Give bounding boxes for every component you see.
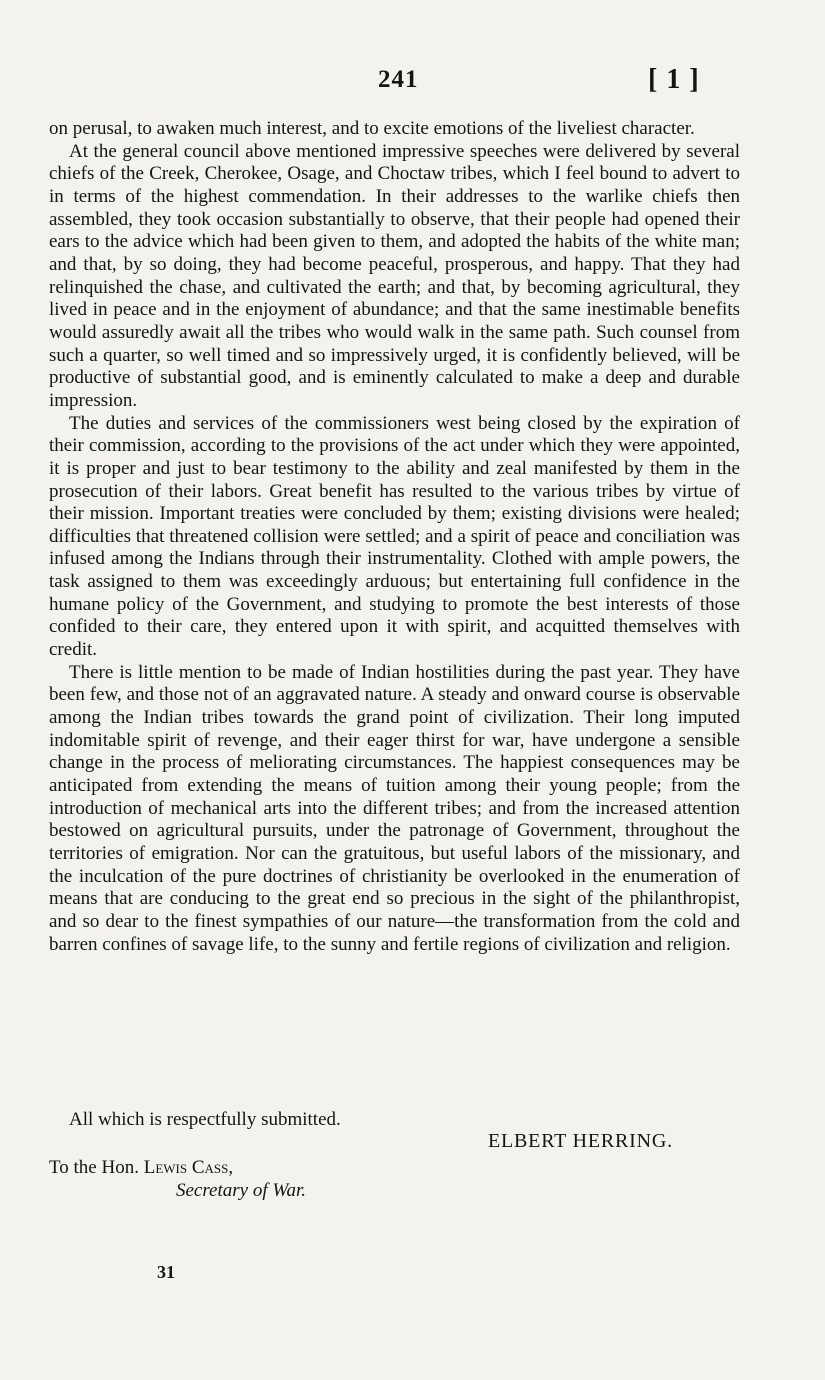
signature: ELBERT HERRING. — [488, 1130, 673, 1152]
paragraph-continuation: on perusal, to awaken much interest, and to excite emotions of the liveliest character. — [49, 118, 695, 139]
paragraph-indian-hostilities: There is little mention to be made of Indian hostilities during the past year. They have been few, and those not of an aggravated nature. A steady and onward course is observable among the Indian tribes towards the grand point of civilization. Their long imputed indomitable spirit of revenge, and their eager thirst for war, have undergone a sensible change in the process of meliorating circumstances. The happiest consequences may be anticipated from extending the means of tuition among their young people; from the introduction of mechanical arts into the different tribes; and from the increased attention bestowed on agricultural pursuits, under the patronage of Government, throughout the territories of emigration. Nor can the gratuitous, but useful labors of the missionary, and the inculcation of the pure doctrines of christianity be overlooked in the enumeration of means that are conducing to the great end so precious in the sight of the philanthropist, and so dear to the finest sympathies of our nature—the transformation from the cold and barren confines of savage life, to the sunny and fertile regions of civilization and religion. — [49, 661, 740, 955]
addressee-title: Secretary of War. — [176, 1180, 306, 1201]
paragraph-general-council: At the general council above mentioned impressive speeches were delivered by several chiefs of the Creek, Cherokee, Osage, and Choctaw tribes, which I feel bound to advert to in terms of the highest commendation. In their addresses to the warlike chiefs then assembled, they took occasion substantially to observe, that their people had opened their ears to the advice which had been given to them, and adopted the habits of the white man; and that, by so doing, they had become peaceful, prosperous, and happy. That they had relinquished the chase, and cultivated the earth; and that, by becoming agricultural, they lived in peace and in the enjoyment of abundance; and that the same inestimable benefits would assuredly await all the tribes who would walk in the same path. Such counsel from such a quarter, so well timed and so impressively urged, it is confidently believed, will be productive of substantial good, and is eminently calculated to make a deep and durable impression. — [49, 140, 740, 411]
document-number: [ 1 ] — [648, 64, 699, 95]
closing-line: All which is respectfully submitted. — [69, 1109, 341, 1130]
page-number: 241 — [378, 66, 419, 93]
body-text — [49, 118, 740, 956]
page-header — [0, 62, 825, 102]
paragraph-commissioners-west: The duties and services of the commissioners west being closed by the expiration of their commission, according to the provisions of the act under which they were appointed, it is proper and just to bear testimony to the ability and zeal manifested by them in the prosecution of their labors. Great benefit has resulted to the various tribes by virtue of their mission. Important treaties were concluded by them; existing divisions were healed; difficulties that threatened collision were settled; and a spirit of peace and conciliation was infused among the Indians through their instrumentality. Clothed with ample powers, the task assigned to them was exceedingly arduous; but entertaining full confidence in the humane policy of the Government, and studying to promote the best interests of those confided to their care, they entered upon it with spirit, and acquitted themselves with credit. — [49, 412, 740, 661]
signature-mark: 31 — [157, 1262, 175, 1282]
addressee — [49, 1156, 233, 1180]
addressee-prefix: To the Hon. — [49, 1157, 144, 1178]
addressee-name: Lewis Cass, — [143, 1157, 234, 1178]
